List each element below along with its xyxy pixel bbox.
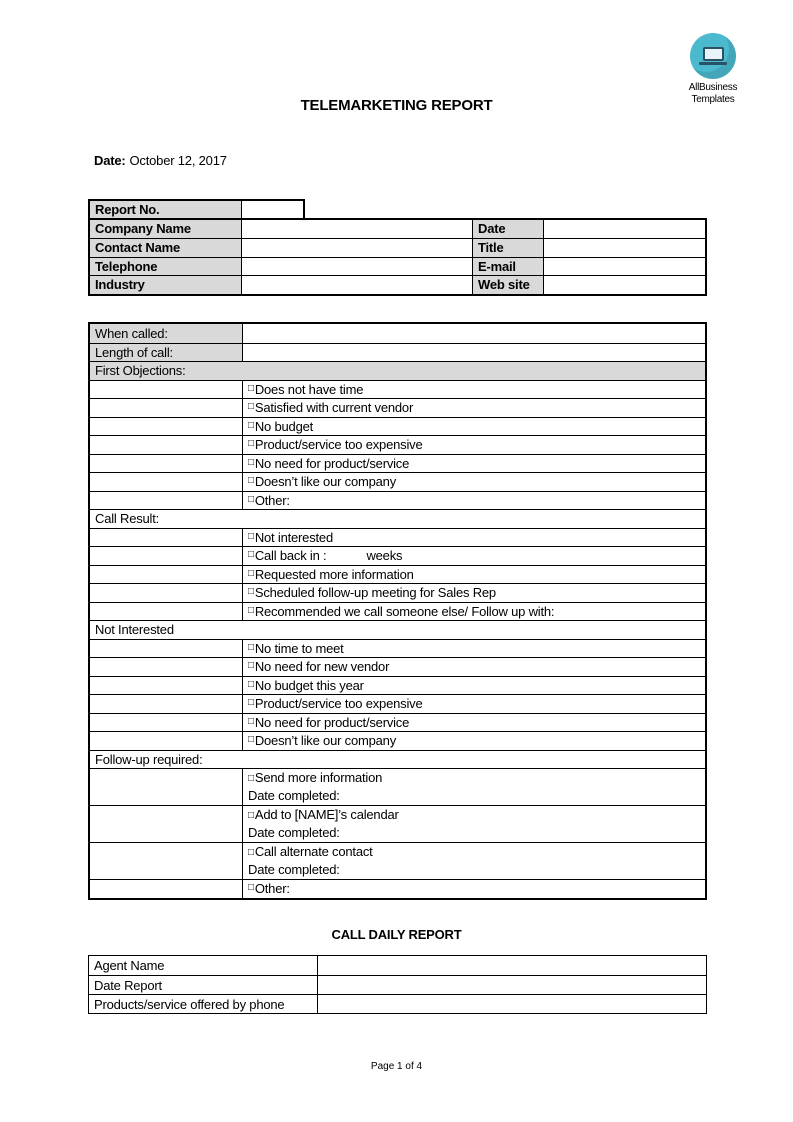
section-header: Follow-up required: — [95, 751, 203, 767]
checkbox-option[interactable] — [243, 455, 705, 473]
table-row — [90, 220, 705, 239]
option-row — [90, 472, 705, 491]
company-name-input[interactable] — [242, 220, 473, 239]
checkbox-option[interactable] — [243, 769, 705, 805]
empty-cell[interactable] — [90, 695, 243, 713]
option-label: No time to meet — [254, 640, 344, 656]
contact-name-input[interactable] — [242, 239, 473, 257]
empty-cell[interactable] — [90, 714, 243, 732]
option-row — [90, 380, 705, 399]
page-number: Page 1 of 4 — [370, 1061, 423, 1072]
checkbox-icon[interactable]: □ — [248, 493, 254, 505]
contact-info-table — [88, 199, 707, 296]
page-title: TELEMARKETING REPORT — [300, 97, 493, 114]
option-row — [90, 398, 705, 417]
empty-cell[interactable] — [90, 473, 243, 491]
website-label: Web site — [473, 276, 544, 294]
option-row — [90, 491, 705, 510]
empty-cell[interactable] — [90, 492, 243, 510]
table-row — [89, 956, 706, 975]
empty-cell[interactable] — [90, 455, 243, 473]
section-header: Not Interested — [95, 622, 174, 638]
checkbox-option[interactable] — [243, 436, 705, 454]
telephone-label: Telephone — [90, 258, 242, 276]
email-label: E-mail — [473, 258, 544, 276]
checkbox-icon[interactable]: □ — [248, 734, 254, 746]
agent-name-input[interactable] — [318, 956, 706, 975]
title-field-label: Title — [473, 239, 544, 257]
option-row — [90, 583, 705, 602]
title-field-input[interactable] — [544, 239, 705, 257]
option-label: Doesn’t like our company — [254, 733, 397, 749]
option-label: Add to [NAME]’s calendar — [254, 806, 399, 822]
empty-cell[interactable] — [90, 769, 243, 805]
checkbox-icon[interactable]: □ — [248, 549, 254, 561]
date-completed-label: Date completed: — [248, 862, 340, 877]
empty-cell[interactable] — [90, 418, 243, 436]
date-completed-label: Date completed: — [248, 825, 340, 840]
option-label: Does not have time — [254, 381, 364, 397]
date-value: October 12, 2017 — [129, 153, 227, 168]
checkbox-option[interactable] — [243, 640, 705, 658]
checkbox-option[interactable] — [243, 566, 705, 584]
option-row — [90, 417, 705, 436]
checkbox-option[interactable] — [243, 603, 705, 621]
logo-line2: Templates — [691, 93, 735, 105]
checkbox-icon[interactable]: □ — [248, 660, 254, 672]
option-label: No need for new vendor — [254, 659, 390, 675]
checkbox-icon[interactable]: □ — [248, 847, 254, 858]
option-label-suffix: weeks — [366, 548, 403, 564]
checkbox-icon[interactable]: □ — [248, 678, 254, 690]
option-row — [90, 842, 705, 879]
empty-cell[interactable] — [90, 640, 243, 658]
empty-cell[interactable] — [90, 732, 243, 750]
date-report-input[interactable] — [318, 976, 706, 994]
option-label: Doesn’t like our company — [254, 474, 397, 490]
option-row — [90, 879, 705, 898]
section-header: First Objections: — [90, 362, 705, 380]
option-label: No need for product/service — [254, 455, 410, 471]
checkbox-option[interactable] — [243, 418, 705, 436]
checkbox-icon[interactable]: □ — [248, 641, 254, 653]
table-row — [90, 343, 705, 362]
length-of-call-label: Length of call: — [90, 344, 243, 362]
laptop-screen — [703, 47, 724, 61]
email-input[interactable] — [544, 258, 705, 276]
checkbox-icon[interactable]: □ — [248, 697, 254, 709]
checkbox-icon[interactable]: □ — [248, 567, 254, 579]
option-row — [90, 528, 705, 547]
checkbox-icon[interactable]: □ — [248, 715, 254, 727]
checkbox-icon[interactable]: □ — [248, 438, 254, 450]
products-offered-input[interactable] — [318, 995, 706, 1013]
checkbox-icon[interactable]: □ — [248, 456, 254, 468]
checkbox-icon[interactable]: □ — [248, 401, 254, 413]
empty-cell[interactable] — [90, 529, 243, 547]
option-label: Satisfied with current vendor — [254, 400, 414, 416]
checkbox-option[interactable] — [243, 492, 705, 510]
table-row — [90, 257, 705, 276]
empty-cell[interactable] — [90, 381, 243, 399]
section-header: Call Result: — [95, 511, 160, 527]
empty-cell[interactable] — [90, 399, 243, 417]
option-label: Call back in : — [254, 548, 327, 564]
checkbox-icon[interactable]: □ — [248, 475, 254, 487]
report-no-label: Report No. — [90, 201, 242, 218]
checkbox-icon[interactable]: □ — [248, 586, 254, 598]
report-no-input[interactable] — [242, 201, 305, 218]
checkbox-option[interactable] — [243, 695, 705, 713]
empty-cell[interactable] — [90, 677, 243, 695]
option-row — [90, 546, 705, 565]
option-label: Requested more information — [254, 566, 414, 582]
checkbox-option[interactable] — [243, 714, 705, 732]
empty-cell[interactable] — [90, 584, 243, 602]
table-row — [89, 994, 706, 1013]
empty-cell[interactable] — [90, 603, 243, 621]
option-label: Call alternate contact — [254, 843, 373, 859]
table-row — [89, 975, 706, 994]
option-row — [90, 805, 705, 842]
checkbox-option[interactable] — [243, 381, 705, 399]
date-label: Date: — [94, 153, 126, 168]
date-field-label: Date — [473, 220, 544, 239]
empty-cell[interactable] — [90, 806, 243, 842]
section-row-follow-up — [90, 750, 705, 769]
empty-cell[interactable] — [90, 843, 243, 879]
contact-name-label: Contact Name — [90, 239, 242, 257]
table-row — [90, 238, 705, 257]
report-no-row — [88, 199, 305, 218]
option-row — [90, 657, 705, 676]
empty-cell[interactable] — [90, 436, 243, 454]
contact-info-grid — [88, 218, 707, 296]
checkbox-option[interactable] — [243, 677, 705, 695]
allbusiness-logo — [668, 33, 758, 105]
option-row — [90, 565, 705, 584]
checkbox-icon[interactable]: □ — [248, 882, 254, 894]
laptop-base — [699, 62, 727, 65]
date-report-label: Date Report — [89, 976, 318, 994]
company-name-label: Company Name — [90, 220, 242, 239]
option-label: Recommended we call someone else/ Follow up with: — [254, 603, 555, 619]
section-row-not-interested — [90, 620, 705, 639]
checkbox-icon[interactable]: □ — [248, 530, 254, 542]
checkbox-icon[interactable]: □ — [248, 604, 254, 616]
checkbox-option[interactable] — [243, 880, 705, 898]
industry-input[interactable] — [242, 276, 473, 294]
checkbox-option[interactable] — [243, 584, 705, 602]
table-row — [90, 324, 705, 343]
table-row — [90, 275, 705, 294]
checkbox-icon[interactable]: □ — [248, 810, 254, 821]
date-field-input[interactable] — [544, 220, 705, 239]
checkbox-icon[interactable]: □ — [248, 773, 254, 784]
option-label: Product/service too expensive — [254, 696, 423, 712]
option-label: Not interested — [254, 529, 333, 545]
when-called-label: When called: — [90, 324, 243, 343]
option-label: No need for product/service — [254, 714, 410, 730]
empty-cell[interactable] — [90, 547, 243, 565]
industry-label: Industry — [90, 276, 242, 294]
date-completed-label: Date completed: — [248, 788, 340, 803]
checkbox-icon[interactable]: □ — [248, 382, 254, 394]
empty-cell[interactable] — [90, 566, 243, 584]
option-row — [90, 713, 705, 732]
call-details-table — [88, 322, 707, 900]
checkbox-option[interactable] — [243, 806, 705, 842]
length-of-call-input[interactable] — [243, 344, 705, 362]
option-row — [90, 694, 705, 713]
daily-report-title: CALL DAILY REPORT — [331, 927, 462, 942]
laptop-icon — [699, 47, 727, 65]
option-row — [90, 435, 705, 454]
products-offered-label: Products/service offered by phone — [89, 995, 318, 1013]
option-row — [90, 676, 705, 695]
option-row — [90, 639, 705, 658]
option-row — [90, 768, 705, 805]
checkbox-option[interactable] — [243, 547, 705, 565]
option-label: Product/service too expensive — [254, 437, 423, 453]
section-row-call-result — [90, 509, 705, 528]
option-row — [90, 731, 705, 750]
checkbox-option[interactable] — [243, 473, 705, 491]
option-label: Scheduled follow-up meeting for Sales Rep — [254, 585, 496, 601]
option-label: No budget this year — [254, 677, 364, 693]
section-row-first-objections — [90, 361, 705, 380]
checkbox-option[interactable] — [243, 529, 705, 547]
empty-cell[interactable] — [90, 658, 243, 676]
checkbox-option[interactable] — [243, 732, 705, 750]
daily-report-table — [88, 955, 707, 1014]
checkbox-option[interactable] — [243, 399, 705, 417]
checkbox-option[interactable] — [243, 658, 705, 676]
logo-circle — [690, 33, 736, 79]
agent-name-label: Agent Name — [89, 956, 318, 975]
telephone-input[interactable] — [242, 258, 473, 276]
option-row — [90, 454, 705, 473]
option-label: No budget — [254, 418, 314, 434]
option-row — [90, 602, 705, 621]
empty-cell[interactable] — [90, 880, 243, 898]
option-label: Send more information — [254, 769, 383, 785]
option-label: Other: — [254, 881, 290, 897]
when-called-input[interactable] — [243, 324, 705, 343]
logo-line1: AllBusiness — [688, 82, 738, 93]
date-line — [94, 153, 227, 168]
website-input[interactable] — [544, 276, 705, 294]
checkbox-icon[interactable]: □ — [248, 419, 254, 431]
checkbox-option[interactable] — [243, 843, 705, 879]
option-label: Other: — [254, 492, 290, 508]
